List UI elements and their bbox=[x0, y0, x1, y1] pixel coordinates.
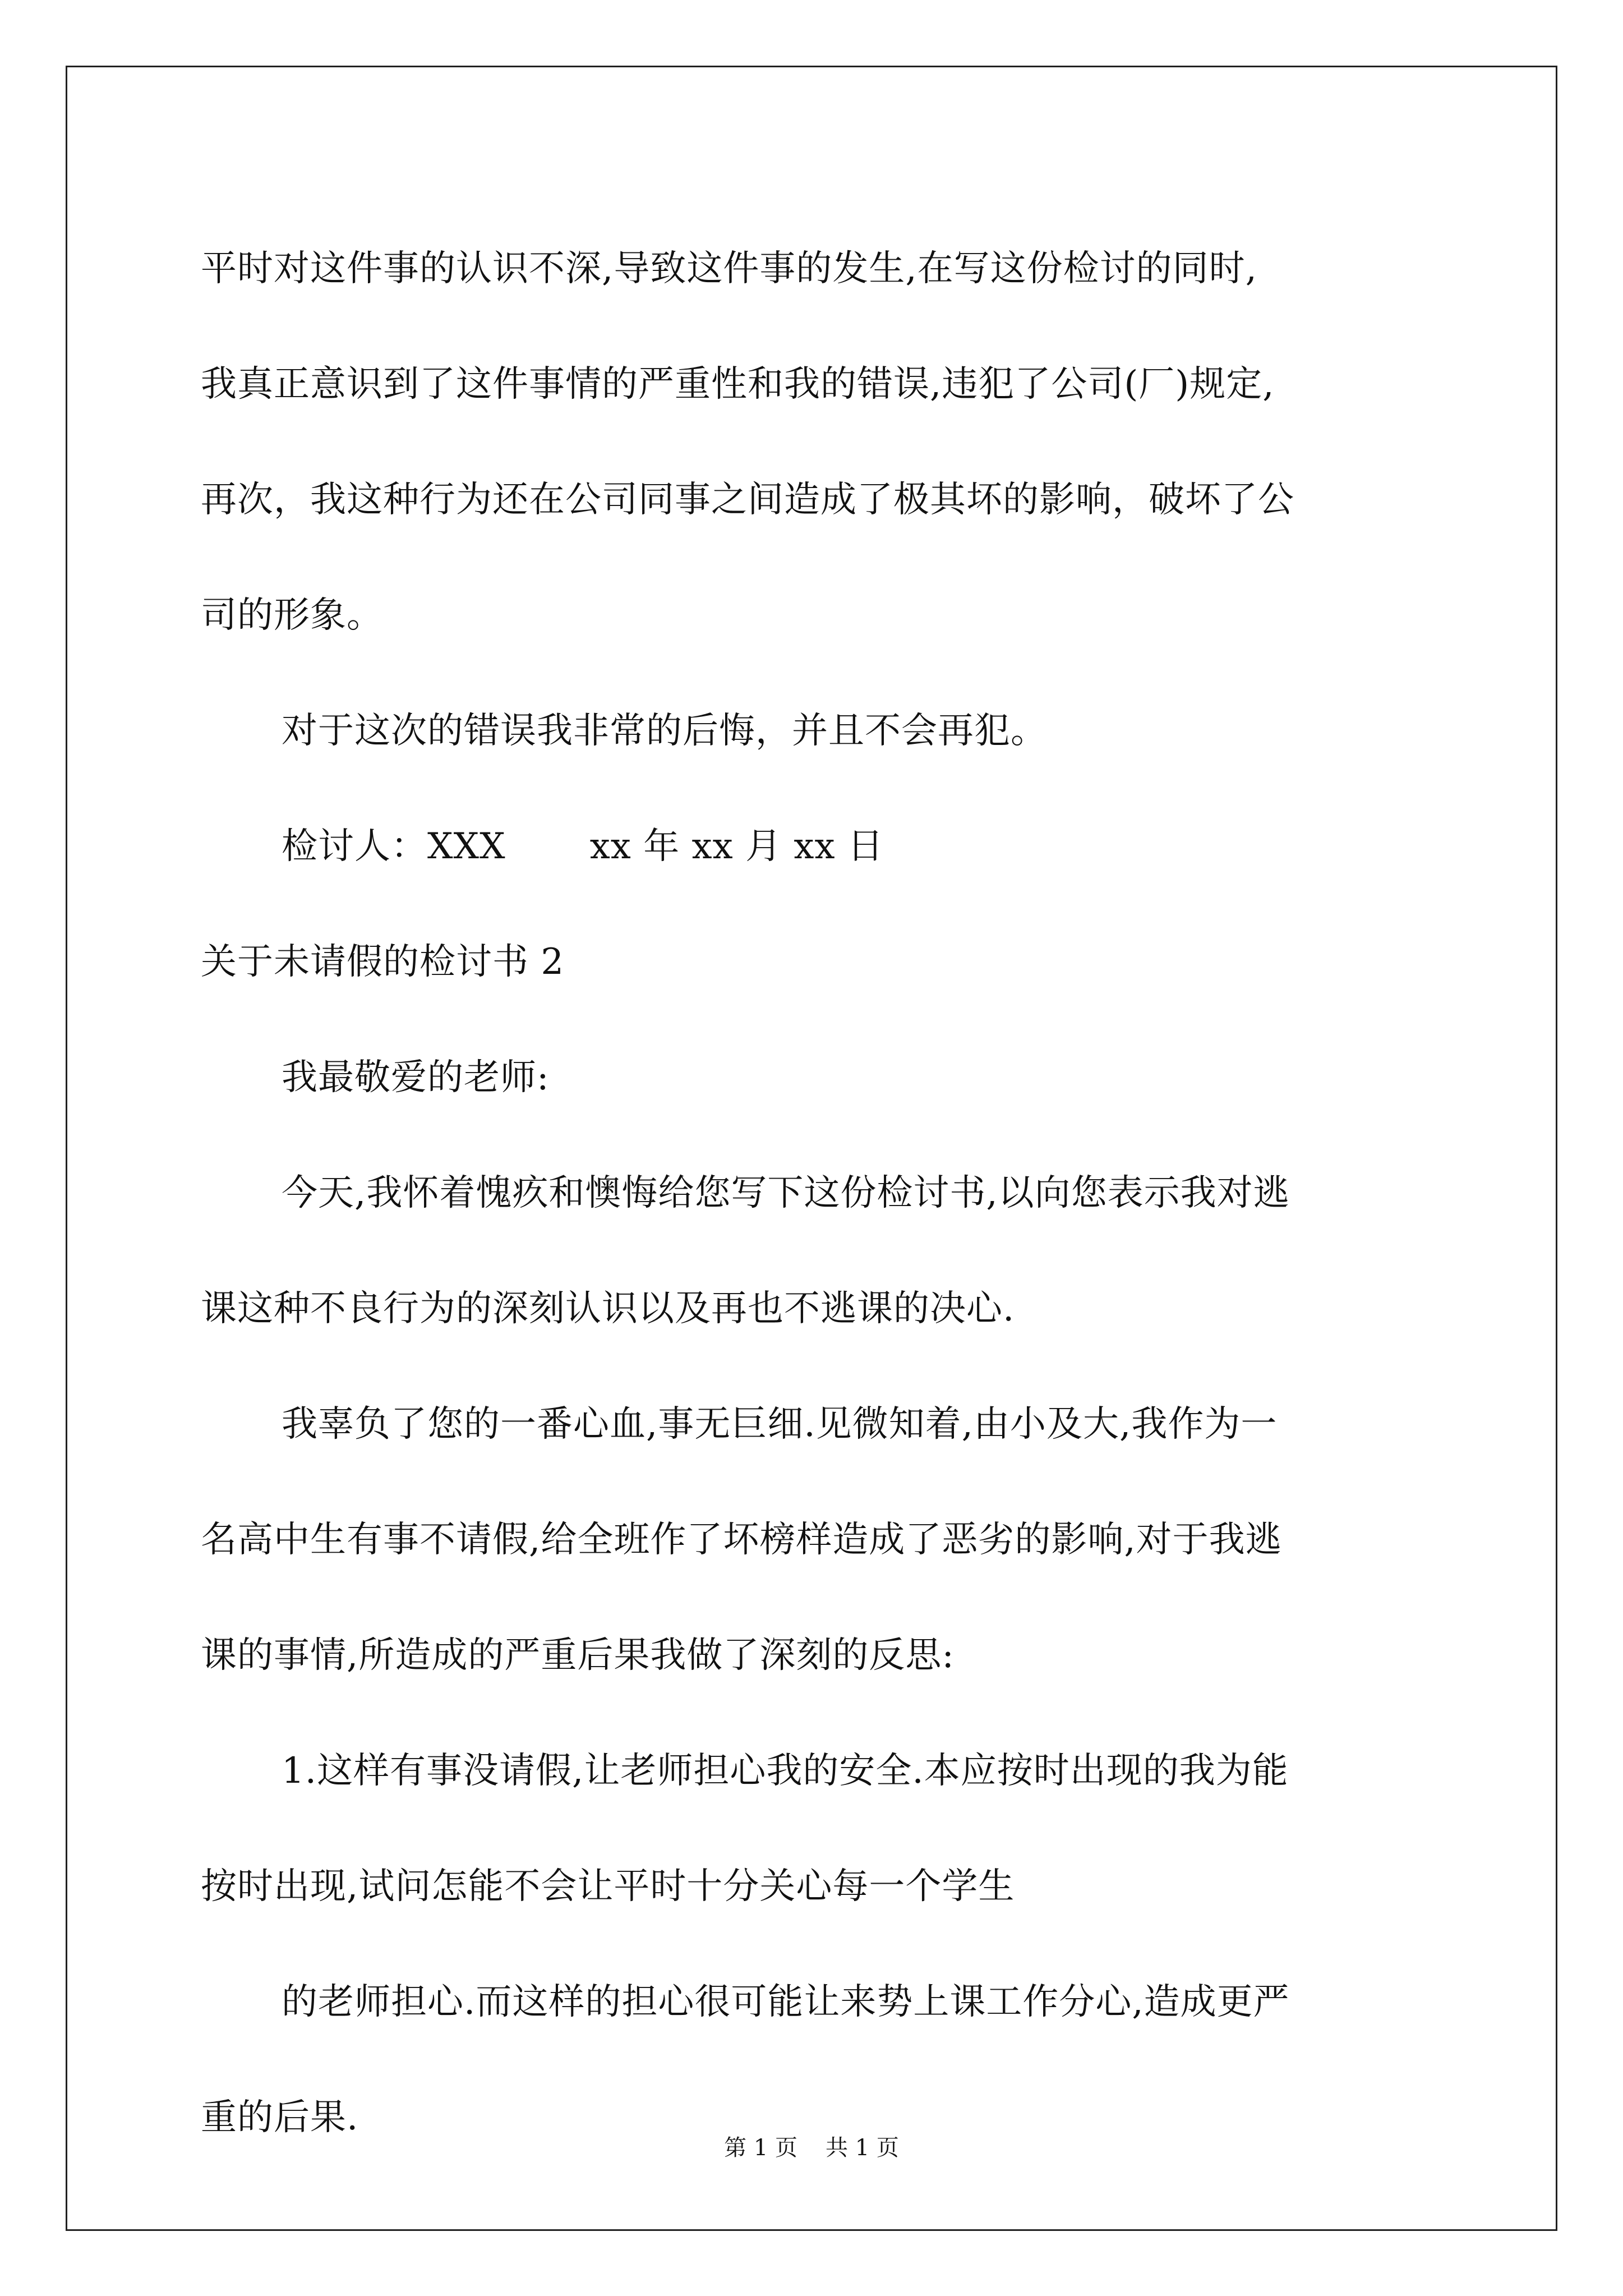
paragraph bbox=[201, 1366, 1435, 1713]
signer-label: 检讨人：XXX bbox=[282, 826, 506, 867]
text-line: 我真正意识到了这件事情的严重性和我的错误,违犯了公司(厂)规定, bbox=[201, 364, 1275, 405]
signature-date: xx 年 xx 月 xx 日 bbox=[589, 826, 884, 867]
page-total: 共 1 页 bbox=[826, 2135, 899, 2161]
page-number: 第 1 页 bbox=[724, 2135, 797, 2161]
paragraph bbox=[201, 211, 1435, 673]
text-line: 1.这样有事没请假,让老师担心我的安全.本应按时出现的我为能 bbox=[282, 1750, 1289, 1792]
text-line: 对于这次的错误我非常的后悔，并且不会再犯。 bbox=[282, 710, 1047, 752]
document-body bbox=[201, 211, 1435, 2175]
page-footer bbox=[0, 2134, 1623, 2162]
text-line: 的老师担心.而这样的担心很可能让来势上课工作分心,造成更严 bbox=[282, 1981, 1290, 2023]
text-line: 名高中生有事不请假,给全班作了坏榜样造成了恶劣的影响,对于我逃 bbox=[201, 1519, 1282, 1561]
text-line: 平时对这件事的认识不深,导致这件事的发生,在写这份检讨的同时, bbox=[201, 248, 1258, 289]
signature-line bbox=[201, 789, 1435, 904]
text-line: 重的后果. bbox=[201, 2097, 359, 2138]
text-line: 课的事情,所造成的严重后果我做了深刻的反思: bbox=[201, 1635, 955, 1676]
text-line: 我辜负了您的一番心血,事无巨细.见微知着,由小及大,我作为一 bbox=[282, 1404, 1278, 1445]
text-line: 司的形象。 bbox=[201, 595, 383, 636]
paragraph bbox=[201, 673, 1435, 789]
text-line: 今天,我怀着愧疚和懊悔给您写下这份检讨书,以向您表示我对逃 bbox=[282, 1172, 1290, 1214]
text-line: 课这种不良行为的深刻认识以及再也不逃课的决心. bbox=[201, 1288, 1015, 1329]
paragraph bbox=[201, 1135, 1435, 1366]
text-line: 按时出现,试问怎能不会让平时十分关心每一个学生 bbox=[201, 1866, 1015, 1907]
text-line: 再次，我这种行为还在公司同事之间造成了极其坏的影响，破坏了公 bbox=[201, 479, 1294, 521]
salutation: 我最敬爱的老师: bbox=[282, 1057, 550, 1098]
paragraph bbox=[201, 1713, 1435, 1944]
section-heading: 关于未请假的检讨书 2 bbox=[201, 941, 565, 983]
